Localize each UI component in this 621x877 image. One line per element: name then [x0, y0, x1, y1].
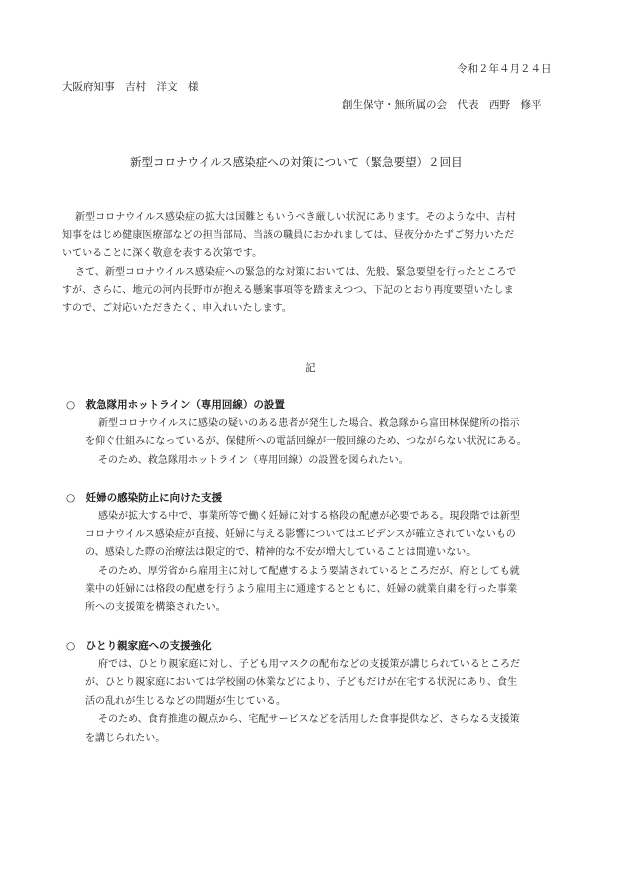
section-heading: ○ 救急隊用ホットライン（専用回線）の設置	[66, 399, 285, 411]
section-line: を仰ぐ仕組みになっているが、保健所への電話回線が一般回線のため、つながらない状況にある。	[85, 436, 527, 447]
ki-label: 記	[305, 362, 316, 374]
intro-line: すが、さらに、地元の河内長野市が抱える懸案事項等を踏まえつつ、下記のとおり再度要望いたしま	[62, 285, 514, 296]
section-line: 活の乱れが生じるなどの問題が生じている。	[85, 696, 286, 707]
section-line: を講じられたい。	[85, 733, 166, 744]
intro-line: 知事をはじめ健康医療部などの担当部局、当該の職員におかれましては、昼夜分かたずご努力いただ	[62, 230, 515, 241]
sender: 創生保守・無所属の会 代表 西野 修平	[342, 99, 542, 111]
section-line: 新型コロナウイルスに感染の疑いのある患者が発生した場合、救急隊から富田林保健所の指示	[98, 418, 520, 429]
section-line: 府では、ひとり親家庭に対し、子ども用マスクの配布などの支援策が講じられているところだ	[98, 659, 521, 670]
section-line: 感染が拡大する中で、事業所等で働く妊婦に対する格段の配慮が必要である。現段階では新型	[98, 511, 520, 522]
section-line: そのため、食育推進の観点から、宅配サービスなどを活用した食事提供など、さらなる支援策	[98, 714, 520, 725]
section-line: コロナウイルス感染症が直接、妊婦に与える影響についてはエビデンスが確立されていないもの	[85, 529, 516, 540]
section-line: が、ひとり親家庭においては学校園の休業などにより、子どもだけが在宅する状況にあり、食生	[85, 677, 518, 688]
intro-line: いていることに深く敬意を表する次第です。	[62, 248, 263, 259]
section-line: 業中の妊婦には格段の配慮を行うよう雇用主に通達するとともに、妊婦の就業自粛を行った事業	[85, 584, 518, 595]
intro-line: すので、ご対応いただきたく、申入れいたします。	[62, 303, 292, 314]
intro-line: 新型コロナウイルス感染症の拡大は国難ともいうべき厳しい状況にあります。そのような中、吉村	[75, 212, 516, 223]
section-line: そのため、厚労省から雇用主に対して配慮するよう要請されているところだが、府としても就	[98, 566, 520, 577]
section-line: 所への支援策を構築されたい。	[85, 602, 226, 613]
letter-date: 令和２年４月２４日	[457, 63, 552, 75]
section-line: そのため、救急隊用ホットライン（専用回線）の設置を図られたい。	[98, 455, 409, 466]
section-heading: ○ 妊婦の感染防止に向けた支援	[66, 492, 223, 504]
intro-line: さて、新型コロナウイルス感染症への緊急的な対策においては、先般、緊急要望を行ったところで	[75, 267, 517, 278]
letter-title: 新型コロナウイルス感染症への対策について（緊急要望）２回目	[130, 155, 463, 169]
recipient: 大阪府知事 吉村 洋文 様	[62, 81, 199, 93]
section-heading: ○ ひとり親家庭への支援強化	[66, 640, 212, 652]
section-line: の、感染した際の治療法は限定的で、精神的な不安が増大していることは間違いない。	[85, 547, 477, 558]
